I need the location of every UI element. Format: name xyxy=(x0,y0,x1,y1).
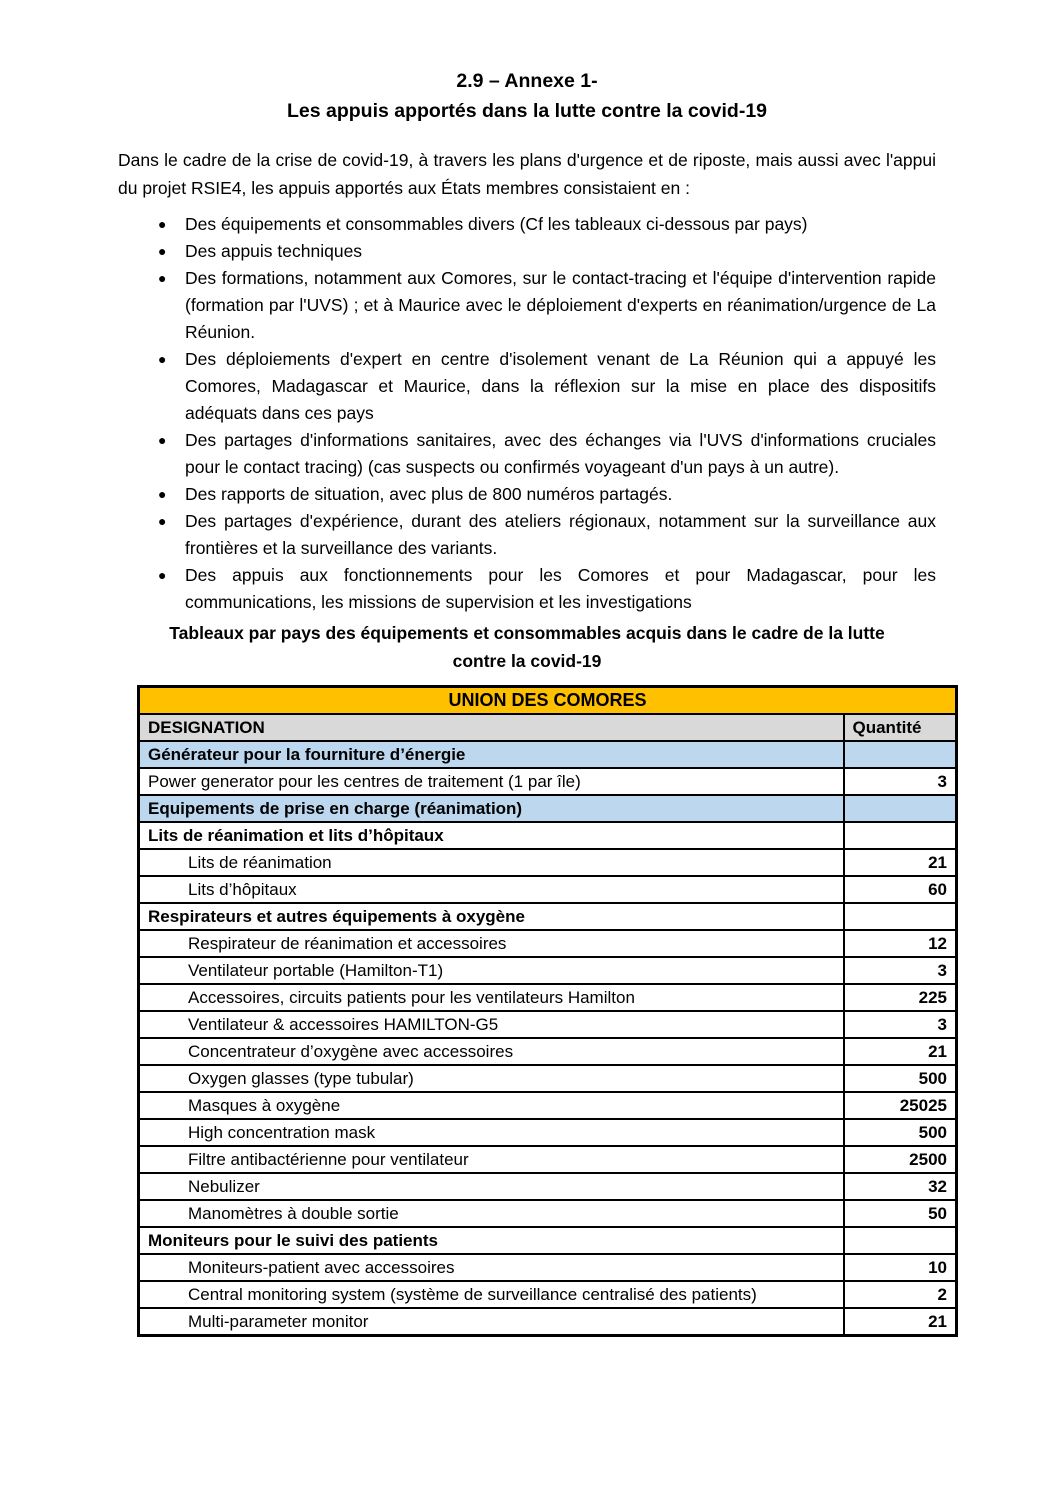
table-caption-line1: Tableaux par pays des équipements et consommables acquis dans le cadre de la lutte xyxy=(169,623,885,643)
bullet-icon: ● xyxy=(158,270,167,286)
row-label: Ventilateur & accessoires HAMILTON-G5 xyxy=(139,1011,844,1038)
table-row xyxy=(139,1092,957,1119)
bullet-item xyxy=(118,508,936,562)
equipment-table xyxy=(137,685,958,1337)
bullet-item xyxy=(118,265,936,346)
intro-paragraph: Dans le cadre de la crise de covid-19, à travers les plans d'urgence et de riposte, mais aussi avec l'appui du projet RSIE4, les appuis apportés aux États membres consistaient en : xyxy=(118,150,936,198)
row-quantity: 500 xyxy=(844,1065,957,1092)
table-row xyxy=(139,930,957,957)
row-quantity xyxy=(844,1227,957,1254)
bullet-text: Des appuis techniques xyxy=(185,241,363,261)
row-label: Power generator pour les centres de traitement (1 par île) xyxy=(139,768,844,795)
table-row xyxy=(139,984,957,1011)
bullet-text: Des rapports de situation, avec plus de 800 numéros partagés. xyxy=(185,484,673,504)
row-label: Manomètres à double sortie xyxy=(139,1200,844,1227)
column-header-quantite: Quantité xyxy=(844,714,957,741)
table-row xyxy=(139,1119,957,1146)
table-caption xyxy=(118,619,936,675)
table-row xyxy=(139,1254,957,1281)
table-row xyxy=(139,1281,957,1308)
bullet-icon: ● xyxy=(158,567,167,583)
bullet-text: Des partages d'expérience, durant des ateliers régionaux, notamment sur la surveillance aux frontières et la surveillance des variants. xyxy=(185,511,936,558)
table-row xyxy=(139,768,957,795)
bullet-icon: ● xyxy=(158,486,167,502)
row-quantity: 225 xyxy=(844,984,957,1011)
row-quantity: 3 xyxy=(844,957,957,984)
table-row xyxy=(139,957,957,984)
row-quantity: 2500 xyxy=(844,1146,957,1173)
row-label: Lits de réanimation xyxy=(139,849,844,876)
row-quantity: 21 xyxy=(844,1038,957,1065)
row-label: Multi-parameter monitor xyxy=(139,1308,844,1336)
table-row xyxy=(139,1065,957,1092)
table-row xyxy=(139,1227,957,1254)
row-quantity: 60 xyxy=(844,876,957,903)
row-label: Masques à oxygène xyxy=(139,1092,844,1119)
row-quantity: 500 xyxy=(844,1119,957,1146)
row-label: Respirateurs et autres équipements à oxygène xyxy=(139,903,844,930)
table-column-header-row xyxy=(139,714,957,741)
row-quantity: 3 xyxy=(844,1011,957,1038)
table-title: UNION DES COMORES xyxy=(139,687,957,715)
table-row xyxy=(139,903,957,930)
row-quantity xyxy=(844,741,957,768)
row-quantity: 21 xyxy=(844,1308,957,1336)
row-quantity: 32 xyxy=(844,1173,957,1200)
row-label: Moniteurs-patient avec accessoires xyxy=(139,1254,844,1281)
page-title-line2: Les appuis apportés dans la lutte contre la covid-19 xyxy=(286,100,768,122)
table-row xyxy=(139,795,957,822)
table-caption-line2: contre la covid-19 xyxy=(452,651,602,671)
bullet-item xyxy=(118,427,936,481)
row-label: Moniteurs pour le suivi des patients xyxy=(139,1227,844,1254)
table-title-row xyxy=(139,687,957,715)
row-label: Equipements de prise en charge (réanimation) xyxy=(139,795,844,822)
table-row xyxy=(139,1308,957,1336)
bullet-text: Des appuis aux fonctionnements pour les Comores et pour Madagascar, pour les communications, les missions de supervision et les investigations xyxy=(185,565,936,612)
bullet-text: Des équipements et consommables divers (Cf les tableaux ci-dessous par pays) xyxy=(185,214,808,234)
table-row xyxy=(139,1173,957,1200)
table-row xyxy=(139,1011,957,1038)
bullet-item xyxy=(118,562,936,616)
bullet-item xyxy=(118,346,936,427)
row-quantity: 3 xyxy=(844,768,957,795)
row-label: Accessoires, circuits patients pour les ventilateurs Hamilton xyxy=(139,984,844,1011)
table-row xyxy=(139,1038,957,1065)
bullet-text: Des partages d'informations sanitaires, avec des échanges via l'UVS d'informations cruciales pour le contact tracing) (cas suspects ou confirmés voyageant d'un pays à un autre). xyxy=(185,430,936,477)
row-label: Concentrateur d’oxygène avec accessoires xyxy=(139,1038,844,1065)
row-label: Central monitoring system (système de surveillance centralisé des patients) xyxy=(139,1281,844,1308)
row-label: Lits d’hôpitaux xyxy=(139,876,844,903)
table-row xyxy=(139,1200,957,1227)
bullet-text: Des déploiements d'expert en centre d'isolement venant de La Réunion qui a appuyé les Comores, Madagascar et Maurice, dans la réflexion sur la mise en place des dispositifs adéquats dans ces pays xyxy=(185,349,936,423)
row-label: Ventilateur portable (Hamilton-T1) xyxy=(139,957,844,984)
table-row xyxy=(139,741,957,768)
bullet-item xyxy=(118,211,936,238)
row-label: Oxygen glasses (type tubular) xyxy=(139,1065,844,1092)
row-label: High concentration mask xyxy=(139,1119,844,1146)
bullet-icon: ● xyxy=(158,216,167,232)
bullet-icon: ● xyxy=(158,513,167,529)
row-quantity: 21 xyxy=(844,849,957,876)
bullet-list xyxy=(118,211,936,616)
table-body xyxy=(139,741,957,1336)
row-quantity: 25025 xyxy=(844,1092,957,1119)
bullet-icon: ● xyxy=(158,351,167,367)
row-quantity xyxy=(844,795,957,822)
table-row xyxy=(139,849,957,876)
row-label: Respirateur de réanimation et accessoires xyxy=(139,930,844,957)
row-label: Lits de réanimation et lits d’hôpitaux xyxy=(139,822,844,849)
row-label: Filtre antibactérienne pour ventilateur xyxy=(139,1146,844,1173)
bullet-icon: ● xyxy=(158,432,167,448)
table-row xyxy=(139,822,957,849)
table-row xyxy=(139,876,957,903)
bullet-icon: ● xyxy=(158,243,167,259)
bullet-text: Des formations, notamment aux Comores, sur le contact-tracing et l'équipe d'intervention rapide (formation par l'UVS) ; et à Maurice avec le déploiement d'experts en réanimation/urgence de La Réunion. xyxy=(185,268,936,342)
row-quantity: 12 xyxy=(844,930,957,957)
row-quantity xyxy=(844,903,957,930)
row-label: Nebulizer xyxy=(139,1173,844,1200)
column-header-designation: DESIGNATION xyxy=(139,714,844,741)
bullet-item xyxy=(118,238,936,265)
row-quantity: 50 xyxy=(844,1200,957,1227)
table-row xyxy=(139,1146,957,1173)
page-title-line1: 2.9 – Annexe 1- xyxy=(456,70,598,92)
row-quantity: 2 xyxy=(844,1281,957,1308)
row-label: Générateur pour la fourniture d’énergie xyxy=(139,741,844,768)
row-quantity: 10 xyxy=(844,1254,957,1281)
row-quantity xyxy=(844,822,957,849)
bullet-item xyxy=(118,481,936,508)
